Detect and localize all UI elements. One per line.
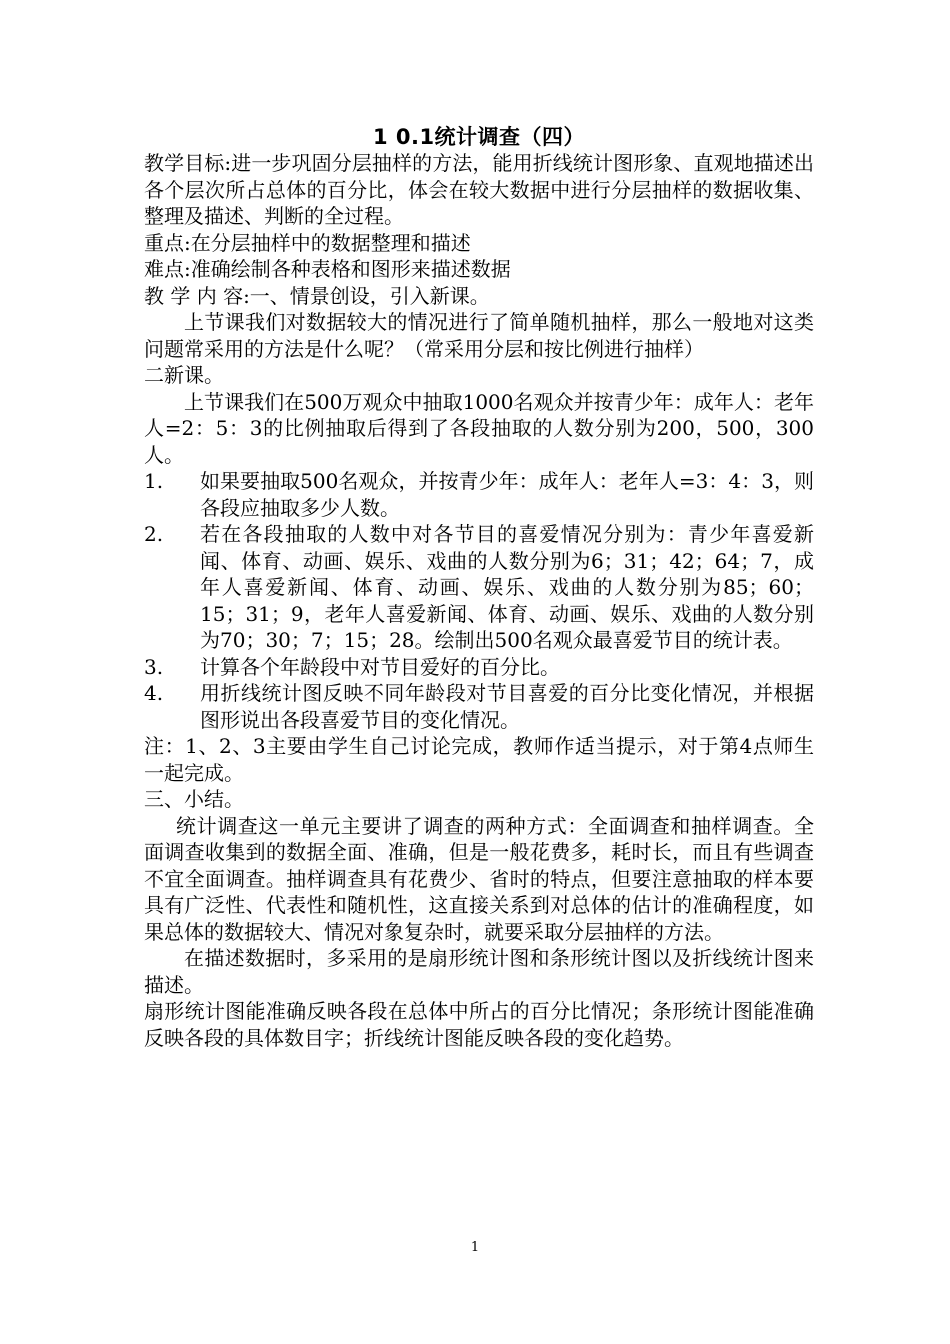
- list-item-text: 若在各段抽取的人数中对各节目的喜爱情况分别为：青少年喜爱新闻、体育、动画、娱乐、戏曲的人数分别为6；31；42；64；7，成年人喜爱新闻、体育、动画、娱乐、戏曲的人数分别为85；60；15；31；9，老年人喜爱新闻、体育、动画、娱乐、戏曲的人数分别为70；30；7；15；28。绘制出500名观众最喜爱节目的统计表。: [200, 522, 814, 652]
- content-heading: 教 学 内 容:一、情景创设，引入新课。: [144, 283, 490, 308]
- new-lesson-heading: 二新课。: [144, 363, 224, 387]
- page-title: 1 0.1统计调查（四）: [372, 125, 586, 149]
- document-page: [144, 124, 814, 1051]
- list-item: [144, 468, 814, 521]
- key-point: 重点:在分层抽样中的数据整理和描述: [144, 230, 471, 255]
- list-item-text: 如果要抽取500名观众，并按青少年：成年人：老年人=3：4：3，则各段应抽取多少人数。: [200, 469, 814, 520]
- note: 注：1、2、3主要由学生自己讨论完成，教师作适当提示，对于第4点师生一起完成。: [144, 734, 814, 785]
- list-item-number: 4.: [144, 681, 164, 705]
- list-item-number: 2.: [144, 522, 164, 546]
- intro-paragraph: 上节课我们对数据较大的情况进行了简单随机抽样，那么一般地对这类问题常采用的方法是什么呢？（常采用分层和按比例进行抽样）: [144, 310, 814, 361]
- new-lesson-intro: 上节课我们在500万观众中抽取1000名观众并按青少年：成年人：老年人=2：5：3的比例抽取后得到了各段抽取的人数分别为200，500，300人。: [144, 389, 814, 467]
- list-item: [144, 521, 814, 654]
- page-number: 1: [470, 1240, 480, 1255]
- list-item-text: 用折线统计图反映不同年龄段对节目喜爱的百分比变化情况，并根据图形说出各段喜爱节目的变化情况。: [200, 681, 814, 732]
- list-item-number: 3.: [144, 654, 164, 679]
- list-item: [144, 654, 814, 681]
- summary-paragraph-1: 统计调查这一单元主要讲了调查的两种方式：全面调查和抽样调查。全面调查收集到的数据全面、准确，但是一般花费多，耗时长，而且有些调查不宜全面调查。抽样调查具有花费少、省时的特点，但要注意抽取的样本要具有广泛性、代表性和随机性，这直接关系到对总体的估计的准确程度，如果总体的数据较大、情况对象复杂时，就要采取分层抽样的方法。: [144, 813, 814, 944]
- summary-paragraph-2: 在描述数据时，多采用的是扇形统计图和条形统计图以及折线统计图来描述。: [144, 946, 814, 997]
- summary-paragraph-3: 扇形统计图能准确反映各段在总体中所占的百分比情况；条形统计图能准确反映各段的具体数目字；折线统计图能反映各段的变化趋势。: [144, 999, 814, 1050]
- difficulty: 难点:准确绘制各种表格和图形来描述数据: [144, 257, 511, 281]
- teaching-objectives: 教学目标:进一步巩固分层抽样的方法，能用折线统计图形象、直观地描述出各个层次所占总体的百分比，体会在较大数据中进行分层抽样的数据收集、整理及描述、判断的全过程。: [144, 151, 814, 228]
- list-item-text: 计算各个年龄段中对节目爱好的百分比。: [200, 654, 560, 679]
- summary-heading: 三、小结。: [144, 787, 244, 811]
- list-item: [144, 680, 814, 733]
- list-item-number: 1.: [144, 469, 164, 493]
